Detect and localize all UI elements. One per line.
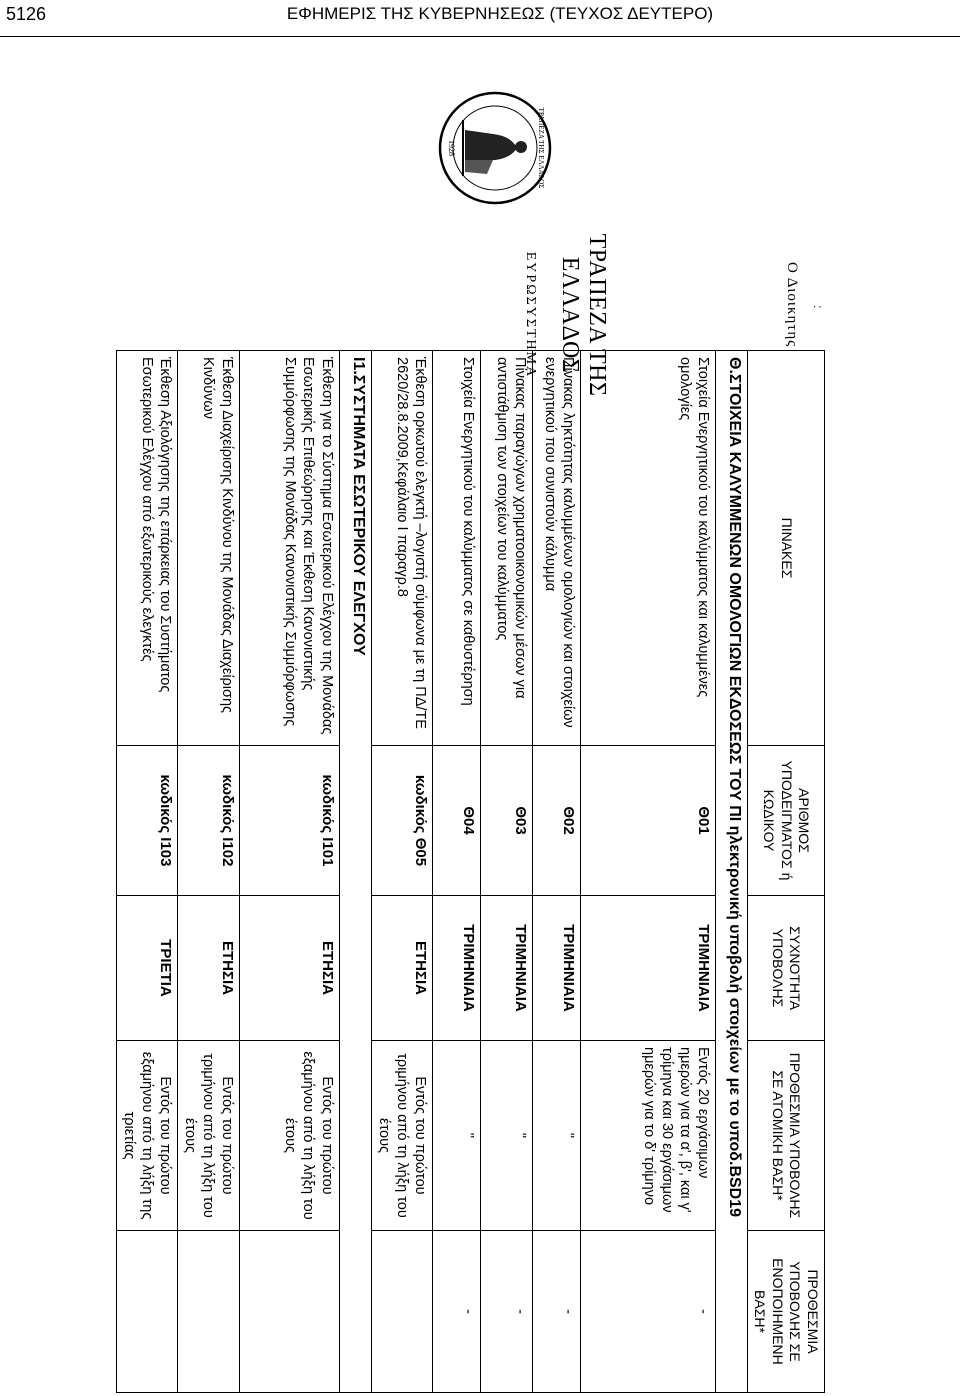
row-frequency: ΤΡΙΜΗΝΙΑΙΑ <box>433 896 481 1041</box>
row-code: κωδικός Θ05 <box>371 746 432 896</box>
row-frequency: ΕΤΗΣΙΑ <box>239 896 339 1041</box>
governor-signature <box>783 262 800 347</box>
bank-name: ΤΡΑΠΕΖΑ ΤΗΣ ΕΛΛΑΔΟΣ <box>557 233 610 397</box>
row-code: Θ02 <box>533 746 581 896</box>
table-row <box>178 351 239 1393</box>
row-code: Θ04 <box>433 746 481 896</box>
row-description: Έκθεση για το Σύστημα Εσωτερικού Ελέγχου της Μονάδας Εσωτερικής Επιθεώρησης και Έκθεση Κανονιστικής Συμμόρφωσης της Μονάδας Κανονιστικής Συμμόρφωσης <box>239 351 339 746</box>
row-deadline-individual: " <box>481 1041 533 1231</box>
row-deadline-consolidated: - <box>533 1231 581 1393</box>
row-code: κωδικός Ι101 <box>239 746 339 896</box>
row-code: κωδικός Ι102 <box>178 746 239 896</box>
row-description: Στοιχεία Ενεργητικού του καλύμματος σε καθυστέρηση <box>433 351 481 746</box>
col-header-frequency: ΣΥΧΝΟΤΗΤΑ ΥΠΟΒΟΛΗΣ <box>748 896 825 1041</box>
row-frequency: ΤΡΙΜΗΝΙΑΙΑ <box>481 896 533 1041</box>
row-code: Θ01 <box>581 746 716 896</box>
section-i1-title: Ι1.ΣΥΣΤΗΜΑΤΑ ΕΣΩΤΕΡΙΚΟΥ ΕΛΕΓΧΟΥ <box>339 351 371 1393</box>
row-deadline-individual: " <box>533 1041 581 1231</box>
row-deadline-individual: " <box>433 1041 481 1231</box>
bank-subtitle: ΕΥΡΩΣΥΣΤΗΜΑ <box>523 251 538 379</box>
table-row <box>239 351 339 1393</box>
table-row <box>371 351 432 1393</box>
signature-colon: : <box>811 305 825 309</box>
gazette-title: ΕΦΗΜΕΡΙΣ ΤΗΣ ΚΥΒΕΡΝΗΣΕΩΣ (ΤΕΥΧΟΣ ΔΕΥΤΕΡΟ) <box>286 4 714 23</box>
section-row <box>339 351 371 1393</box>
row-deadline-consolidated: - <box>481 1231 533 1393</box>
row-deadline-consolidated <box>116 1231 177 1393</box>
col-header-deadline-consolidated: ΠΡΟΘΕΣΜΙΑ ΥΠΟΒΟΛΗΣ ΣΕ ΕΝΟΠΟΙΗΜΕΝΗ ΒΑΣΗ* <box>748 1231 825 1393</box>
row-deadline-individual: Εντός του πρώτου εξαμήνου από τη λήξη του έτους <box>239 1041 339 1231</box>
row-description: Πίνακας παραγώγων χρηματοοικονομικών μέσων για αντιστάθμιση των στοιχείων του καλύμματος <box>481 351 533 746</box>
section-row <box>716 351 748 1393</box>
row-deadline-individual: Εντός του πρώτου τριμήνου από τη λήξη του έτους <box>371 1041 432 1231</box>
row-frequency: ΤΡΙΜΗΝΙΑΙΑ <box>533 896 581 1041</box>
col-header-deadline-individual: ΠΡΟΘΕΣΜΙΑ ΥΠΟΒΟΛΗΣ ΣΕ ΑΤΟΜΙΚΗ ΒΑΣΗ* <box>748 1041 825 1231</box>
row-description: Στοιχεία Ενεργητικού του καλύμματος και καλυμμένες ομολογίες <box>581 351 716 746</box>
row-description: Έκθεση ορκωτού ελεγκτή –λογιστή σύμφωνα με τη ΠΔ/ΤΕ 2620/28.8.2009,Κεφάλαιο Ι παραγρ.8 <box>371 351 432 746</box>
table-row <box>433 351 481 1393</box>
bank-seal-icon <box>437 90 553 206</box>
col-header-tables: ΠΙΝΑΚΕΣ <box>748 351 825 746</box>
row-frequency: ΤΡΙΜΗΝΙΑΙΑ <box>581 896 716 1041</box>
row-deadline-consolidated <box>178 1231 239 1393</box>
row-deadline-individual: Εντός 20 εργάσιμων ημερών για τα α', β', και γ' τρίμηνα και 30 εργάσιμων ημερών για το δ' τρίμηνο <box>581 1041 716 1231</box>
page-number: 5126 <box>6 4 47 24</box>
seal-text: ΤΡΑΠΕΖΑ ΤΗΣ ΕΛΛΑΔΟΣ <box>537 107 545 189</box>
col-header-code: ΑΡΙΘΜΟΣ ΥΠΟΔΕΙΓΜΑΤΟΣ ή ΚΩΔΙΚΟΥ <box>748 746 825 896</box>
row-description: Πίνακας ληκτότητας καλυμμένων ομολογιών και στοιχείων ενεργητικού που συνιστούν κάλυμμα <box>533 351 581 746</box>
row-deadline-consolidated <box>239 1231 339 1393</box>
table-row <box>481 351 533 1393</box>
row-code: κωδικός Ι103 <box>116 746 177 896</box>
row-description: Έκθεση Διαχείρισης Κινδύνου της Μονάδας Διαχείρισης Κινδύνων <box>178 351 239 746</box>
table-header-row <box>748 351 825 1393</box>
row-frequency: ΤΡΙΕΤΙΑ <box>116 896 177 1041</box>
row-frequency: ΕΤΗΣΙΑ <box>178 896 239 1041</box>
section-theta-title: Θ.ΣΤΟΙΧΕΙΑ ΚΑΛΥΜΜΕΝΩΝ ΟΜΟΛΟΓΙΩΝ ΕΚΔΟΣΕΩΣ ΤΟΥ ΠΙ ηλεκτρονική υποβολή στοιχείων με το υποδ.BSD19 <box>716 351 748 1393</box>
table-row <box>533 351 581 1393</box>
row-deadline-consolidated <box>371 1231 432 1393</box>
row-deadline-consolidated: - <box>433 1231 481 1393</box>
table-row <box>116 351 177 1393</box>
row-frequency: ΕΤΗΣΙΑ <box>371 896 432 1041</box>
row-description: Έκθεση Αξιολόγησης της επάρκειας του Συστήματος Εσωτερικού Ελέγχου από εξωτερικούς ελεγκτές <box>116 351 177 746</box>
row-deadline-individual: Εντός του πρώτου εξαμήνου από τη λήξη της τριετίας <box>116 1041 177 1231</box>
reporting-table <box>116 350 825 1393</box>
row-deadline-consolidated: - <box>581 1231 716 1393</box>
row-deadline-individual: Εντός του πρώτου τριμήνου από τη λήξη του έτους <box>178 1041 239 1231</box>
row-code: Θ03 <box>481 746 533 896</box>
governor-label: Ο Διοικητης <box>784 262 800 348</box>
seal-year: 1928 <box>447 140 456 156</box>
table-row <box>581 351 716 1393</box>
